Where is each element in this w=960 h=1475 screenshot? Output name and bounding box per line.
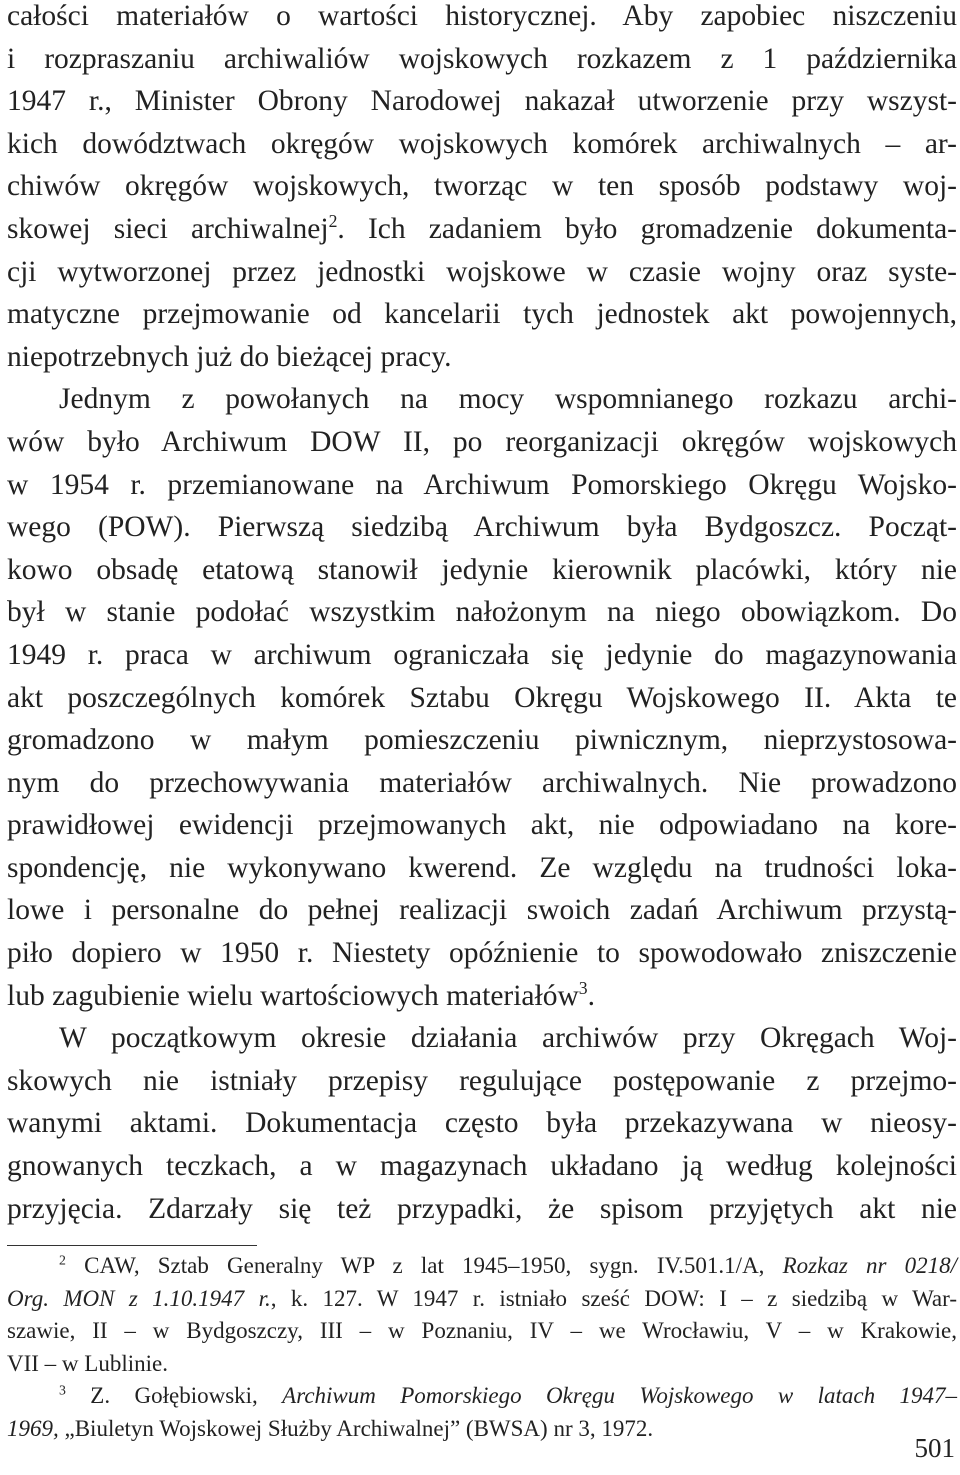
footnote-line [7,1413,957,1446]
text-line: wanymi aktami. Dokumentacja często była przekazywana w nieosy- [7,1107,957,1140]
text-segment: „Biuletyn Wojskowej Służby Archiwalnej” (BWSA) nr 3, 1972. [58,1415,654,1441]
text-line: całości materiałów o wartości historycznej. Aby zapobiec niszczeniu [7,0,957,32]
footnotes [7,1250,957,1445]
text-segment: CAW, Sztab Generalny WP z lat 1945–1950, sygn. IV.501.1/A, [84,1253,783,1278]
text-line: gromadzono w małym pomieszczeniu piwnicznym, nieprzystosowa- [7,724,957,757]
text-line: Jednym z powołanych na mocy wspomnianego rozkazu archi- [59,383,957,416]
text-segment: . Ich zadaniem było gromadzenie dokumenta- [337,212,957,245]
text-line: wego (POW). Pierwszą siedzibą Archiwum była Bydgoszcz. Począt- [7,511,957,544]
text-segment-italic: Archiwum Pomorskiego Okręgu Wojskowego w latach 1947– [282,1383,957,1408]
text-line: 1949 r. praca w archiwum ograniczała się jedynie do magazynowania [7,638,957,671]
footnote-line [7,1380,957,1413]
paragraph-2 [7,378,957,1017]
text-line: gnowanych teczkach, a w magazynach układano ją według kolejności [7,1150,957,1183]
footnote-line [7,1283,957,1316]
footnote-number: 2 [59,1252,66,1268]
text-line: przyjęcia. Zdarzały się też przypadki, że spisom przyjętych akt nie [7,1192,957,1225]
body-text [7,0,957,1230]
text-segment: . [587,979,595,1012]
text-line: niepotrzebnych już do bieżącej pracy. [7,340,452,373]
text-line: i rozpraszaniu archiwaliów wojskowych rozkazem z 1 października [7,42,957,75]
text-line: kich dowództwach okręgów wojskowych komórek archiwalnych – ar- [7,127,957,160]
text-line: wów było Archiwum DOW II, po reorganizacji okręgów wojskowych [7,425,957,458]
text-line: cji wytworzonej przez jednostki wojskowe w czasie wojny oraz syste- [7,255,957,288]
text-segment-italic: Rozkaz nr 0218/ [782,1253,958,1278]
text-line: akt poszczególnych komórek Sztabu Okręgu Wojskowego II. Akta te [7,681,957,714]
text-segment-italic: 1969, [7,1415,59,1441]
text-segment: Z. Gołębiowski, [90,1383,283,1408]
text-line: 1947 r., Minister Obrony Narodowej nakazał utworzenie przy wszyst- [7,85,957,118]
footnote-ref-2: 2 [328,211,338,232]
page-number: 501 [914,1433,955,1463]
text-line: nym do przechowywania materiałów archiwalnych. Nie prowadzono [7,766,957,799]
text-segment: skowej sieci archiwalnej [7,212,329,245]
text-line: w 1954 r. przemianowane na Archiwum Pomorskiego Okręgu Wojsko- [7,468,957,501]
text-segment: , k. 127. W 1947 r. istniało sześć DOW: I – z siedzibą w War- [270,1285,957,1311]
paragraph-1 [7,0,957,378]
text-line: matyczne przejmowanie od kancelarii tych jednostek akt powojennych, [7,298,957,331]
text-segment-italic: Org. MON z 1.10.1947 r. [7,1285,271,1311]
footnote-ref-3: 3 [578,977,588,998]
text-line: lowe i personalne do pełnej realizacji swoich zadań Archiwum przystą- [7,894,957,927]
footnote-separator [7,1245,257,1246]
text-line [7,975,957,1018]
text-line: W początkowym okresie działania archiwów przy Okręgach Woj- [59,1022,957,1055]
text-line [7,208,957,251]
text-line: prawidłowej ewidencji przejmowanych akt, nie odpowiadano na kore- [7,809,957,842]
text-line: kowo obsadę etatową stanowił jedynie kierownik placówki, który nie [7,553,957,586]
text-line: chiwów okręgów wojskowych, tworząc w ten sposób podstawy woj- [7,170,957,203]
footnote-line: szawie, II – w Bydgoszczy, III – w Poznaniu, IV – we Wrocławiu, V – w Krakowie, [7,1318,957,1343]
text-segment: lub zagubienie wielu wartościowych materiałów [7,979,579,1012]
paragraph-3 [7,1017,957,1230]
text-line: był w stanie podołać wszystkim nałożonym na niego obowiązkom. Do [7,596,957,629]
text-line: spondencję, nie wykonywano kwerend. Ze względu na trudności loka- [7,851,957,884]
footnote-line: VII – w Lublinie. [7,1350,168,1376]
footnote-line [7,1250,957,1283]
footnote-number: 3 [59,1382,66,1398]
footnote-2 [7,1250,957,1380]
footnote-3 [7,1380,957,1445]
text-line: skowych nie istniały przepisy regulujące postępowanie z przejmo- [7,1064,957,1097]
text-line: piło dopiero w 1950 r. Niestety opóźnienie to spowodowało zniszczenie [7,937,957,970]
